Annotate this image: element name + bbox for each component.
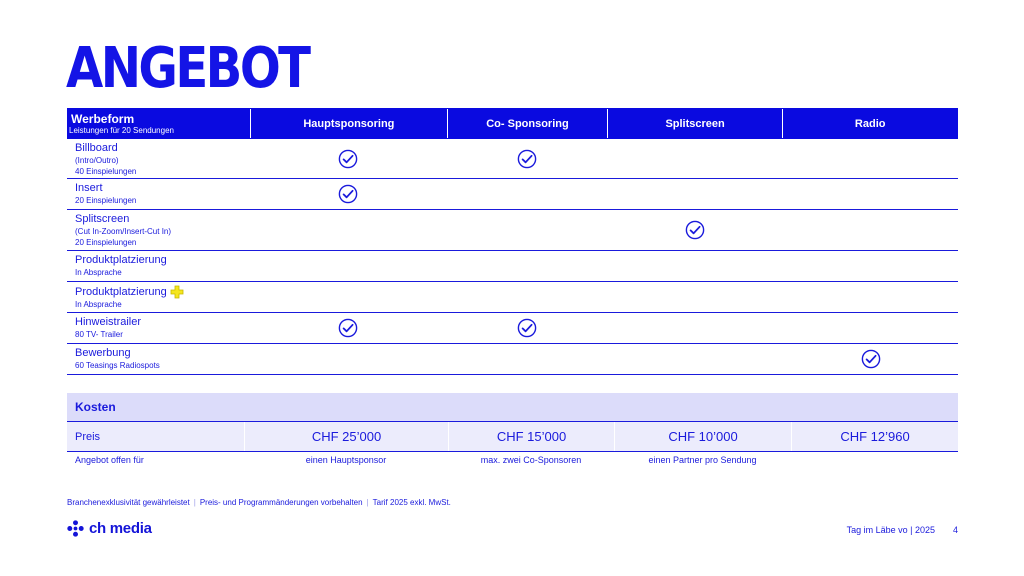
check-circle-icon bbox=[517, 149, 537, 169]
header-hauptsponsoring: Hauptsponsoring bbox=[250, 109, 448, 138]
cell-splitscreen bbox=[607, 210, 783, 250]
row-subtitle: In Absprache bbox=[75, 268, 122, 277]
ch-media-logo bbox=[66, 519, 152, 538]
cell-co-sponsoring bbox=[447, 313, 607, 343]
row-label bbox=[67, 282, 249, 312]
row-label bbox=[67, 210, 249, 250]
cell-hauptsponsoring bbox=[249, 210, 447, 250]
row-subtitle: 20 Einspielungen bbox=[75, 196, 137, 205]
row-label bbox=[67, 251, 249, 281]
footnote-separator: | bbox=[193, 498, 196, 507]
cell-co-sponsoring bbox=[447, 344, 607, 374]
row-subtitle: 40 Einspielungen bbox=[75, 167, 137, 176]
row-subtitle: In Absprache bbox=[75, 300, 122, 309]
row-label bbox=[67, 139, 249, 178]
logo-text: ch media bbox=[89, 520, 152, 537]
table-row bbox=[67, 251, 958, 282]
cell-hauptsponsoring bbox=[249, 251, 447, 281]
page-number: 4 bbox=[952, 525, 958, 535]
row-title: Billboard bbox=[75, 142, 118, 154]
row-label bbox=[67, 313, 249, 343]
costs-heading: Kosten bbox=[67, 393, 958, 421]
row-subtitle: (Intro/Outro) bbox=[75, 156, 119, 165]
cell-co-sponsoring bbox=[447, 210, 607, 250]
footnote-item: Preis- und Programmänderungen vorbehalten bbox=[199, 498, 363, 507]
row-label bbox=[67, 179, 249, 209]
price-radio: CHF 12’960 bbox=[791, 422, 958, 451]
table-row bbox=[67, 282, 958, 313]
row-title: Hinweistrailer bbox=[75, 316, 142, 328]
ch-media-logo-icon bbox=[66, 519, 85, 538]
footer bbox=[847, 525, 958, 535]
cell-hauptsponsoring bbox=[249, 179, 447, 209]
price-row bbox=[67, 421, 958, 452]
cell-splitscreen bbox=[607, 139, 783, 178]
cell-co-sponsoring bbox=[447, 251, 607, 281]
cell-splitscreen bbox=[607, 313, 783, 343]
offer-radio bbox=[791, 455, 958, 469]
cell-co-sponsoring bbox=[447, 282, 607, 312]
check-circle-icon bbox=[338, 149, 358, 169]
header-splitscreen: Splitscreen bbox=[607, 109, 783, 138]
check-circle-icon bbox=[338, 318, 358, 338]
row-subtitle: 20 Einspielungen bbox=[75, 238, 137, 247]
row-title: Insert bbox=[75, 182, 103, 194]
price-co-sponsoring: CHF 15’000 bbox=[448, 422, 614, 451]
cell-radio bbox=[783, 251, 958, 281]
row-title: Bewerbung bbox=[75, 347, 131, 359]
plus-icon bbox=[167, 285, 184, 299]
offer-splitscreen: einen Partner pro Sendung bbox=[648, 455, 757, 465]
price-hauptsponsoring: CHF 25’000 bbox=[244, 422, 448, 451]
offer-label: Angebot offen für bbox=[75, 455, 144, 465]
table-row bbox=[67, 139, 958, 179]
cell-hauptsponsoring bbox=[249, 344, 447, 374]
cell-radio bbox=[783, 344, 958, 374]
check-circle-icon bbox=[861, 349, 881, 369]
table-row bbox=[67, 210, 958, 251]
table-header bbox=[67, 108, 958, 139]
table-body bbox=[67, 139, 958, 375]
cell-splitscreen bbox=[607, 282, 783, 312]
price-label: Preis bbox=[75, 430, 101, 443]
check-circle-icon bbox=[685, 220, 705, 240]
cell-co-sponsoring bbox=[447, 139, 607, 178]
row-label bbox=[67, 344, 249, 374]
cell-co-sponsoring bbox=[447, 179, 607, 209]
cell-splitscreen bbox=[607, 344, 783, 374]
cell-radio bbox=[783, 179, 958, 209]
header-werbeform-subtitle: Leistungen für 20 Sendungen bbox=[69, 126, 174, 135]
table-row bbox=[67, 313, 958, 344]
footnote-item: Tarif 2025 exkl. MwSt. bbox=[372, 498, 451, 507]
cell-splitscreen bbox=[607, 251, 783, 281]
header-werbeform-title: Werbeform bbox=[71, 112, 135, 126]
header-werbeform bbox=[68, 109, 250, 138]
check-circle-icon bbox=[338, 184, 358, 204]
cell-hauptsponsoring bbox=[249, 139, 447, 178]
row-subtitle: 80 TV- Trailer bbox=[75, 330, 123, 339]
cell-hauptsponsoring bbox=[249, 313, 447, 343]
cell-radio bbox=[783, 313, 958, 343]
row-subtitle: (Cut In-Zoom/Insert-Cut In) bbox=[75, 227, 172, 236]
footnote bbox=[67, 498, 451, 507]
page-title: ANGEBOT bbox=[66, 36, 309, 101]
footnote-separator: | bbox=[366, 498, 369, 507]
offer-row bbox=[67, 455, 958, 469]
footer-text: Tag im Läbe vo | 2025 bbox=[846, 525, 935, 535]
cell-splitscreen bbox=[607, 179, 783, 209]
row-subtitle: 60 Teasings Radiospots bbox=[75, 361, 160, 370]
table-row bbox=[67, 179, 958, 210]
cell-radio bbox=[783, 282, 958, 312]
row-title: Splitscreen bbox=[75, 213, 130, 225]
cell-radio bbox=[783, 210, 958, 250]
header-co-sponsoring: Co- Sponsoring bbox=[447, 109, 607, 138]
row-title: Produktplatzierung bbox=[75, 254, 167, 266]
footnote-item: Branchenexklusivität gewährleistet bbox=[67, 498, 190, 507]
cell-hauptsponsoring bbox=[249, 282, 447, 312]
price-splitscreen: CHF 10’000 bbox=[614, 422, 791, 451]
offer-co-sponsoring: max. zwei Co-Sponsoren bbox=[480, 455, 582, 465]
check-circle-icon bbox=[517, 318, 537, 338]
table-row bbox=[67, 344, 958, 375]
offer-hauptsponsoring: einen Hauptsponsor bbox=[305, 455, 387, 465]
header-radio: Radio bbox=[782, 109, 957, 138]
row-title: Produktplatzierung bbox=[75, 285, 167, 298]
cell-radio bbox=[783, 139, 958, 178]
